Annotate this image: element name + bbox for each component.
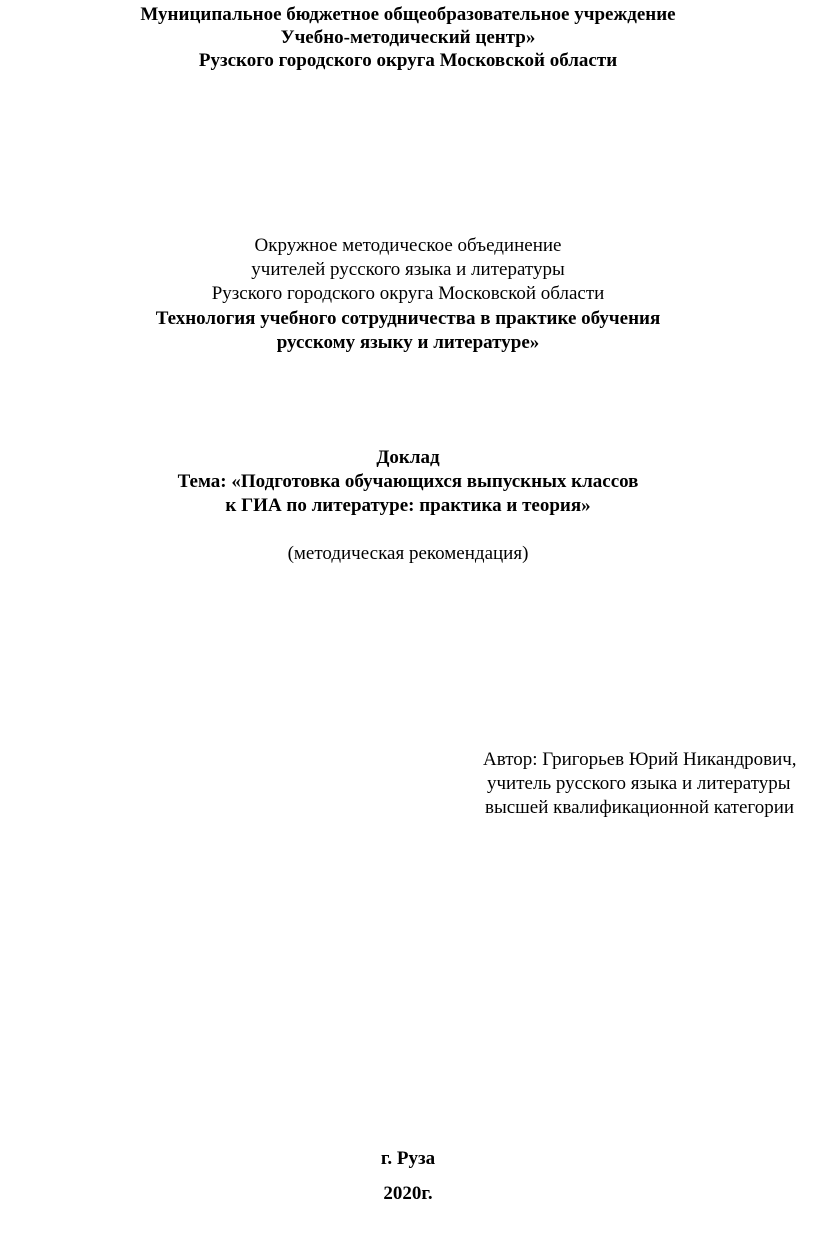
author-position: учитель русского языка и литературы — [487, 773, 791, 794]
report-note: (методическая рекомендация) — [287, 543, 529, 564]
author-name: Автор: Григорьев Юрий Никандрович, — [483, 749, 797, 770]
report-label: Доклад — [376, 447, 440, 468]
header-district: Рузского городского округа Московской области — [198, 50, 618, 71]
association-teachers: учителей русского языка и литературы — [251, 259, 565, 280]
footer-year: 2020г. — [383, 1183, 433, 1204]
header-institution: Муниципальное бюджетное общеобразовательное учреждение — [140, 4, 676, 25]
report-topic-line1: Тема: «Подготовка обучающихся выпускных классов — [177, 471, 639, 492]
association-district: Рузского городского округа Московской области — [211, 283, 605, 304]
association-theme-line2: русскому языку и литературе» — [276, 332, 540, 353]
association-title: Окружное методическое объединение — [254, 235, 562, 256]
report-topic-line2: к ГИА по литературе: практика и теория» — [225, 495, 591, 516]
association-theme-line1: Технология учебного сотрудничества в практике обучения — [155, 308, 661, 329]
header-center: Учебно-методический центр» — [280, 27, 536, 48]
author-category: высшей квалификационной категории — [485, 797, 795, 818]
footer-city: г. Руза — [380, 1148, 436, 1169]
